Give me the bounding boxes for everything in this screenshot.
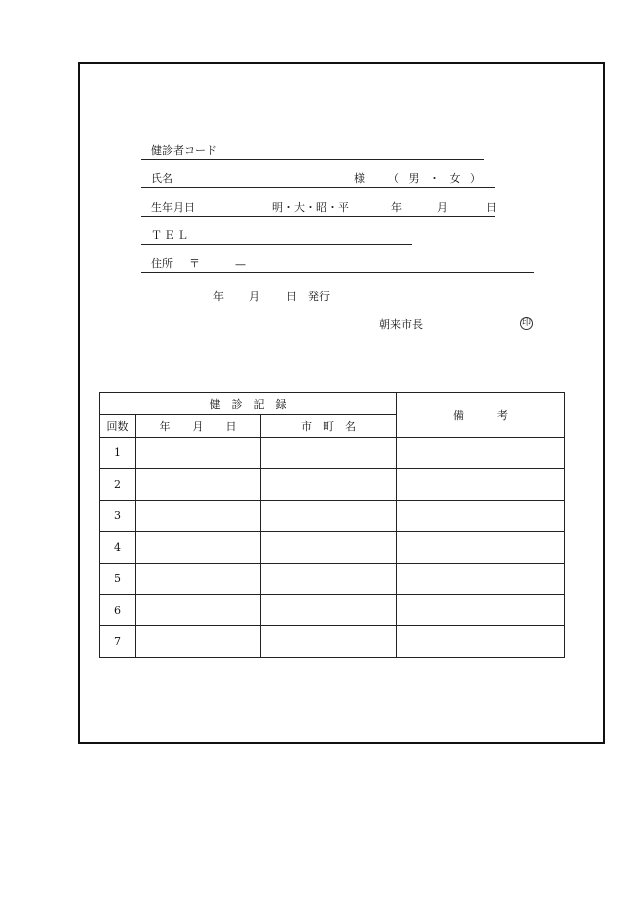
city-header: 市 町 名 — [261, 415, 397, 437]
remarks-cell[interactable] — [397, 469, 565, 500]
remarks-cell[interactable] — [397, 563, 565, 594]
table-row — [100, 500, 565, 531]
table-row — [100, 532, 565, 563]
tel-label: ＴＥＬ — [151, 229, 190, 242]
city-cell[interactable] — [261, 469, 397, 500]
date-cell[interactable] — [136, 500, 261, 531]
row-number: 1 — [100, 437, 136, 468]
count-header: 回数 — [100, 415, 136, 437]
issue-year-label: 年 — [213, 290, 224, 303]
address-label: 住所 — [151, 257, 173, 270]
name-label: 氏名 — [151, 172, 173, 185]
birthdate-label: 生年月日 — [151, 201, 195, 214]
city-cell[interactable] — [261, 595, 397, 626]
checkup-records-table — [99, 392, 565, 658]
address-field[interactable] — [141, 254, 534, 273]
examinee-code-label: 健診者コード — [151, 144, 217, 157]
tel-field[interactable] — [141, 226, 412, 245]
city-cell[interactable] — [261, 563, 397, 594]
row-number: 2 — [100, 469, 136, 500]
seal-mark — [520, 315, 533, 330]
postal-mark: 〒 — [189, 257, 200, 270]
issuer-name: 朝来市長 — [379, 318, 423, 331]
honorific-text: 様 — [354, 172, 365, 185]
issue-day-label: 日 — [286, 290, 297, 303]
row-number: 7 — [100, 626, 136, 658]
gender-choice[interactable]: （ 男 ・ 女 ） — [388, 172, 484, 185]
date-cell[interactable] — [136, 469, 261, 500]
city-cell[interactable] — [261, 500, 397, 531]
era-choice[interactable]: 明・大・昭・平 — [272, 201, 349, 214]
row-number: 6 — [100, 595, 136, 626]
birth-day-label: 日 — [486, 201, 497, 214]
issued-label: 発行 — [308, 290, 330, 303]
city-cell[interactable] — [261, 626, 397, 658]
birthdate-field[interactable] — [141, 198, 495, 217]
row-number: 4 — [100, 532, 136, 563]
postal-dash: — — [235, 258, 246, 271]
checkup-records-header: 健 診 記 録 — [100, 393, 397, 415]
examinee-code-field[interactable] — [141, 141, 484, 160]
row-number: 3 — [100, 500, 136, 531]
table-row — [100, 563, 565, 594]
date-cell[interactable] — [136, 626, 261, 658]
remarks-cell[interactable] — [397, 595, 565, 626]
remarks-cell[interactable] — [397, 626, 565, 658]
remarks-cell[interactable] — [397, 532, 565, 563]
table-row — [100, 437, 565, 468]
birth-year-label: 年 — [391, 201, 402, 214]
date-cell[interactable] — [136, 563, 261, 594]
date-cell[interactable] — [136, 437, 261, 468]
birth-month-label: 月 — [437, 201, 448, 214]
date-cell[interactable] — [136, 532, 261, 563]
table-row — [100, 595, 565, 626]
name-field[interactable] — [141, 169, 495, 188]
issue-month-label: 月 — [249, 290, 260, 303]
seal-icon: 印 — [521, 318, 531, 328]
remarks-cell[interactable] — [397, 500, 565, 531]
city-cell[interactable] — [261, 437, 397, 468]
date-header: 年 月 日 — [136, 415, 261, 437]
date-cell[interactable] — [136, 595, 261, 626]
city-cell[interactable] — [261, 532, 397, 563]
remarks-cell[interactable] — [397, 437, 565, 468]
row-number: 5 — [100, 563, 136, 594]
table-row — [100, 469, 565, 500]
table-row — [100, 626, 565, 658]
remarks-header: 備 考 — [397, 393, 565, 438]
